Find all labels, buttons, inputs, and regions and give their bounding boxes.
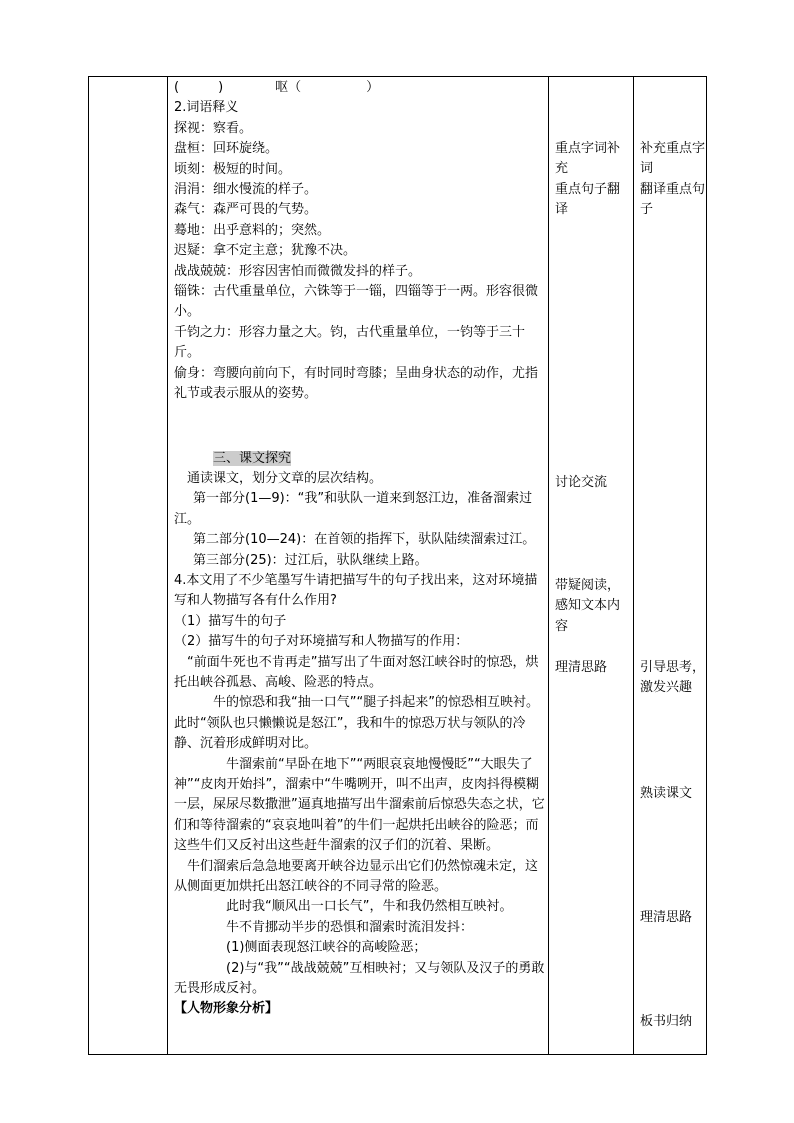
analysis-paragraph: 牛的惊恐和我“抽一口气”“腿子抖起来”的惊恐相互映衬。此时“领队也只懒懒说是怒江”，我和牛的惊恐万状与领队的冷静、沉着形成鲜明对比。 <box>174 695 539 752</box>
table-divider-2 <box>548 76 549 1055</box>
guidance-note: 理清思路 <box>640 910 693 925</box>
vocab-item: 盘桓：回环旋绕。 <box>174 141 279 157</box>
table-border-left <box>88 76 89 1055</box>
structure-part-3: 第三部分(25)：过江后，驮队继续上路。 <box>193 552 428 568</box>
structure-intro: 通读课文，划分文章的层次结构。 <box>187 470 383 486</box>
table-divider-1 <box>167 76 168 1055</box>
vocab-item: 森气：森严可畏的气势。 <box>174 202 318 218</box>
vocab-item: 偷身：弯腰向前向下，有时同时弯膝；呈曲身状态的动作，尤指礼节或表示服从的姿势。 <box>174 365 539 402</box>
lesson-content <box>174 78 546 1020</box>
analysis-paragraph: “前面牛死也不肯再走”描写出了牛面对怒江峡谷时的惊恐，烘托出峡谷孤悬、高峻、险恶的特点。 <box>174 654 539 690</box>
question-4: 4.本文用了不少笔墨写牛请把描写牛的句子找出来，这对环境描写和人物描写各有什么作用? <box>174 572 538 609</box>
guidance-note: 翻译重点句子 <box>640 182 706 218</box>
analysis-paragraph: 此时我“顺风出一口长气”，牛和我仍然相互映衬。 <box>226 899 513 915</box>
vocab-item: 蓦地：出乎意料的；突然。 <box>174 222 331 238</box>
question-4-sub-1: （1）描写牛的句子 <box>174 613 287 629</box>
activity-note: 重点字词补充 <box>555 141 621 177</box>
table-border-right <box>706 76 707 1055</box>
vocab-item: 涓涓：细水慢流的样子。 <box>174 182 318 198</box>
analysis-point: (1)侧面表现怒江峡谷的高峻险恶； <box>226 940 427 956</box>
guidance-note: 引导思考，激发兴趣 <box>640 660 706 696</box>
analysis-point: (2)与“我”“战战兢兢”互相映衬；又与领队及汉子的勇敢无畏形成反衬。 <box>174 960 545 997</box>
table-border-top <box>88 76 707 77</box>
activity-note: 理清思路 <box>555 660 608 675</box>
vocab-title: 2.词语释义 <box>174 100 239 116</box>
pinyin-blanks: ( ) 呕（ ） <box>174 80 380 95</box>
guidance-note: 补充重点字词 <box>640 141 706 177</box>
vocab-item: 顷刻：极短的时间。 <box>174 161 292 177</box>
question-4-sub-2: （2）描写牛的句子对环境描写和人物描写的作用： <box>174 634 469 650</box>
vocab-item: 千钧之力：形容力量之大。钧，古代重量单位，一钧等于三十斤。 <box>174 324 526 361</box>
character-analysis-title: 【人物形象分析】 <box>174 1001 279 1017</box>
activity-note: 讨论交流 <box>555 475 608 490</box>
analysis-paragraph: 牛不肯挪动半步的恐惧和溜索时流泪发抖： <box>226 919 474 935</box>
guidance-note: 板书归纳 <box>640 1014 693 1029</box>
guidance-note: 熟读课文 <box>640 786 693 801</box>
activity-note: 重点句子翻译 <box>555 182 621 218</box>
structure-part-2: 第二部分(10—24)：在首领的指挥下，驮队陆续溜索过江。 <box>193 532 536 548</box>
table-border-bottom <box>88 1054 707 1055</box>
activity-note: 带疑阅读，感知文本内容 <box>555 578 621 634</box>
vocab-item: 迟疑：拿不定主意；犹豫不决。 <box>174 243 357 259</box>
section-heading: 三、课文探究 <box>213 450 292 466</box>
vocab-item: 锱铢：古代重量单位，六铢等于一锱，四锱等于一两。形容很微小。 <box>174 284 539 320</box>
vocab-item: 探视：察看。 <box>174 120 253 136</box>
analysis-paragraph: 牛们溜索后急急地要离开峡谷边显示出它们仍然惊魂未定，这从侧面更加烘托出怒江峡谷的不同寻常的险恶。 <box>174 858 539 895</box>
analysis-paragraph: 牛溜索前“早卧在地下”“两眼哀哀地慢慢眨”“大眼失了神”“皮肉开始抖”，溜索中“牛嘴咧开，叫不出声，皮肉抖得模糊一层，屎尿尽数撒泄”逼真地描写出牛溜索前后惊恐失态之状，它们和等待溜索的“哀哀地叫着”的牛们一起烘托出峡谷的险恶；而这些牛们又反衬出这些赶牛溜索的汉子们的沉着、果断。 <box>174 756 545 854</box>
structure-part-1: 第一部分(1—9)：“我”和驮队一道来到怒江边，准备溜索过江。 <box>174 491 533 527</box>
vocab-item: 战战兢兢：形容因害怕而微微发抖的样子。 <box>174 263 422 279</box>
table-divider-3 <box>633 76 634 1055</box>
